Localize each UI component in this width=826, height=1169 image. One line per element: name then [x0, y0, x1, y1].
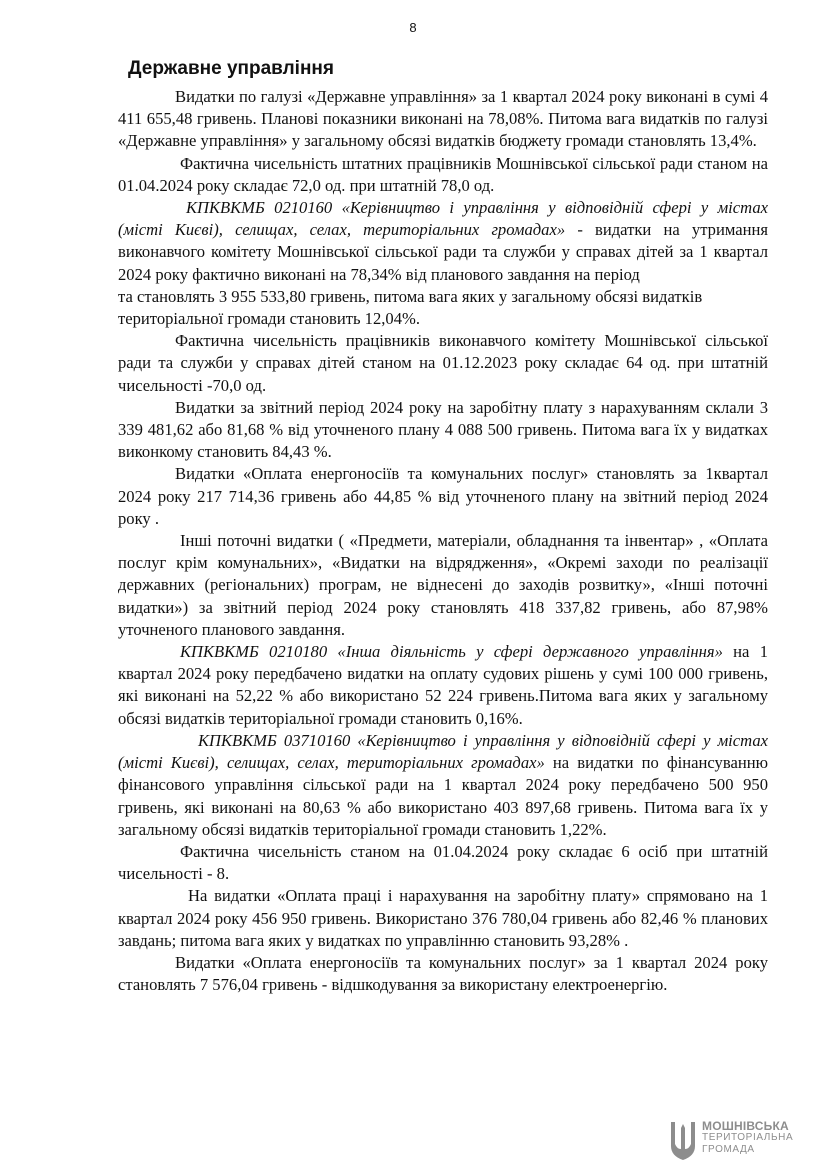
paragraph-kpkvkmb-0210180	[118, 641, 768, 730]
paragraph-finance-utilities: Видатки «Оплата енергоносіїв та комунальних послуг» за 1 квартал 2024 року становлять 7 576,04 гривень - відшкодування за використану електроенергію.	[118, 952, 768, 995]
paragraph-text: на 1 квартал 2024 року передбачено видатки на оплату судових рішень у сумі 100 000 гривень, які виконані на 52,22 % або використано 52 224 гривень.Питома вага яких у загальному обсязі видатків територіальної громади становить 0,16%.	[118, 642, 768, 728]
paragraph-text: на видатки по фінансуванню фінансового управління сільської ради на 1 квартал 2024 року передбачено 500 950 гривень, які виконані на 80,63 % або використано 403 897,68 гривень. Питома вага їх у загальному обсязі видатків територіальної громади становить 1,22%.	[118, 753, 768, 839]
paragraph-salary: Видатки за звітний період 2024 року на заробітну плату з нарахуванням склали 3 339 481,62 або 81,68 % від уточненого плану 4 088 500 гривень. Питома вага їх у видатках виконкому становить 84,43 %.	[118, 397, 768, 462]
paragraph-kpkvkmb-03710160	[118, 730, 768, 841]
program-code: КПКВКМБ 03710160 «Керівництво і управління у відповідній сфері у містах (місті Києві), селищах, селах, територіальних громадах»	[118, 730, 768, 773]
paragraph-finance-salary: На видатки «Оплата праці і нарахування на заробітну плату» спрямовано на 1 квартал 2024 року 456 950 гривень. Використано 376 780,04 гривень або 82,46 % планових завдань; питома вага яких у видатках по управлінню становить 93,28% .	[118, 886, 768, 950]
paragraph-executive-staff: Фактична чисельність працівників виконавчого комітету Мошнівської сільської ради та служби у справах дітей станом на 01.12.2023 року складає 64 од. при штатній чисельності -70,0 од.	[118, 331, 768, 395]
paragraph-kpkvkmb-0210160-amount: та становлять 3 955 533,80 гривень, питома вага яких у загальному обсязі видатків територіальної громади становить 12,04%.	[118, 286, 703, 329]
section-heading: Державне управління	[128, 58, 334, 79]
paragraph-other-expenses: Інші поточні видатки ( «Предмети, матеріали, обладнання та інвентар» , «Оплата послуг крім комунальних», «Видатки на відрядження», «Окремі заходи по реалізації державних (регіональних) програм, не віднесені до заходів розвитку», «Інші поточні видатки») за звітний період 2024 року становлять 418 337,82 гривень, або 87,98% уточненого планового завдання.	[118, 531, 768, 639]
logo-text	[702, 1120, 793, 1156]
program-code: КПКВКМБ 0210160 «Керівництво і управління у відповідній сфері у містах (місті Києві), селищах, селах, територіальних громадах»	[118, 198, 768, 240]
document-body	[118, 86, 768, 996]
program-code: КПКВКМБ 0210180 «Інша діяльність у сфері державного управління»	[180, 642, 723, 662]
paragraph-text: - видатки на утримання виконавчого комітету Мошнівської сільської ради та служби у справах дітей за 1 квартал 2024 року фактично виконані на 78,34% від планового завдання на період	[118, 220, 768, 284]
logo-line-3: ГРОМАДА	[702, 1144, 755, 1155]
paragraph-staff-count: Фактична чисельність штатних працівників Мошнівської сільської ради станом на 01.04.2024 року складає 72,0 од. при штатній 78,0 од.	[118, 153, 768, 195]
paragraph-finance-staff: Фактична чисельність станом на 01.04.2024 року складає 6 осіб при штатній чисельності - 8.	[118, 841, 768, 884]
page-number: 8	[409, 20, 417, 35]
logo-line-1: МОШНІВСЬКА	[702, 1119, 789, 1133]
community-logo	[668, 1118, 818, 1162]
paragraph-expenditures-summary: Видатки по галузі «Державне управління» за 1 квартал 2024 року виконані в сумі 4 411 655,48 гривень. Планові показники виконані на 78,08%. Питома вага видатків по галузі «Державне управління» у загальному обсязі видатків бюджету громади становлять 13,4%.	[118, 87, 768, 151]
paragraph-kpkvkmb-0210160	[118, 197, 768, 286]
paragraph-utilities: Видатки «Оплата енергоносіїв та комунальних послуг» становлять за 1квартал 2024 року 217 714,36 гривень або 44,85 % від уточненого плану на звітний період 2024 року .	[118, 464, 768, 528]
trident-icon	[668, 1118, 698, 1162]
logo-line-2: ТЕРИТОРІАЛЬНА	[702, 1132, 794, 1143]
